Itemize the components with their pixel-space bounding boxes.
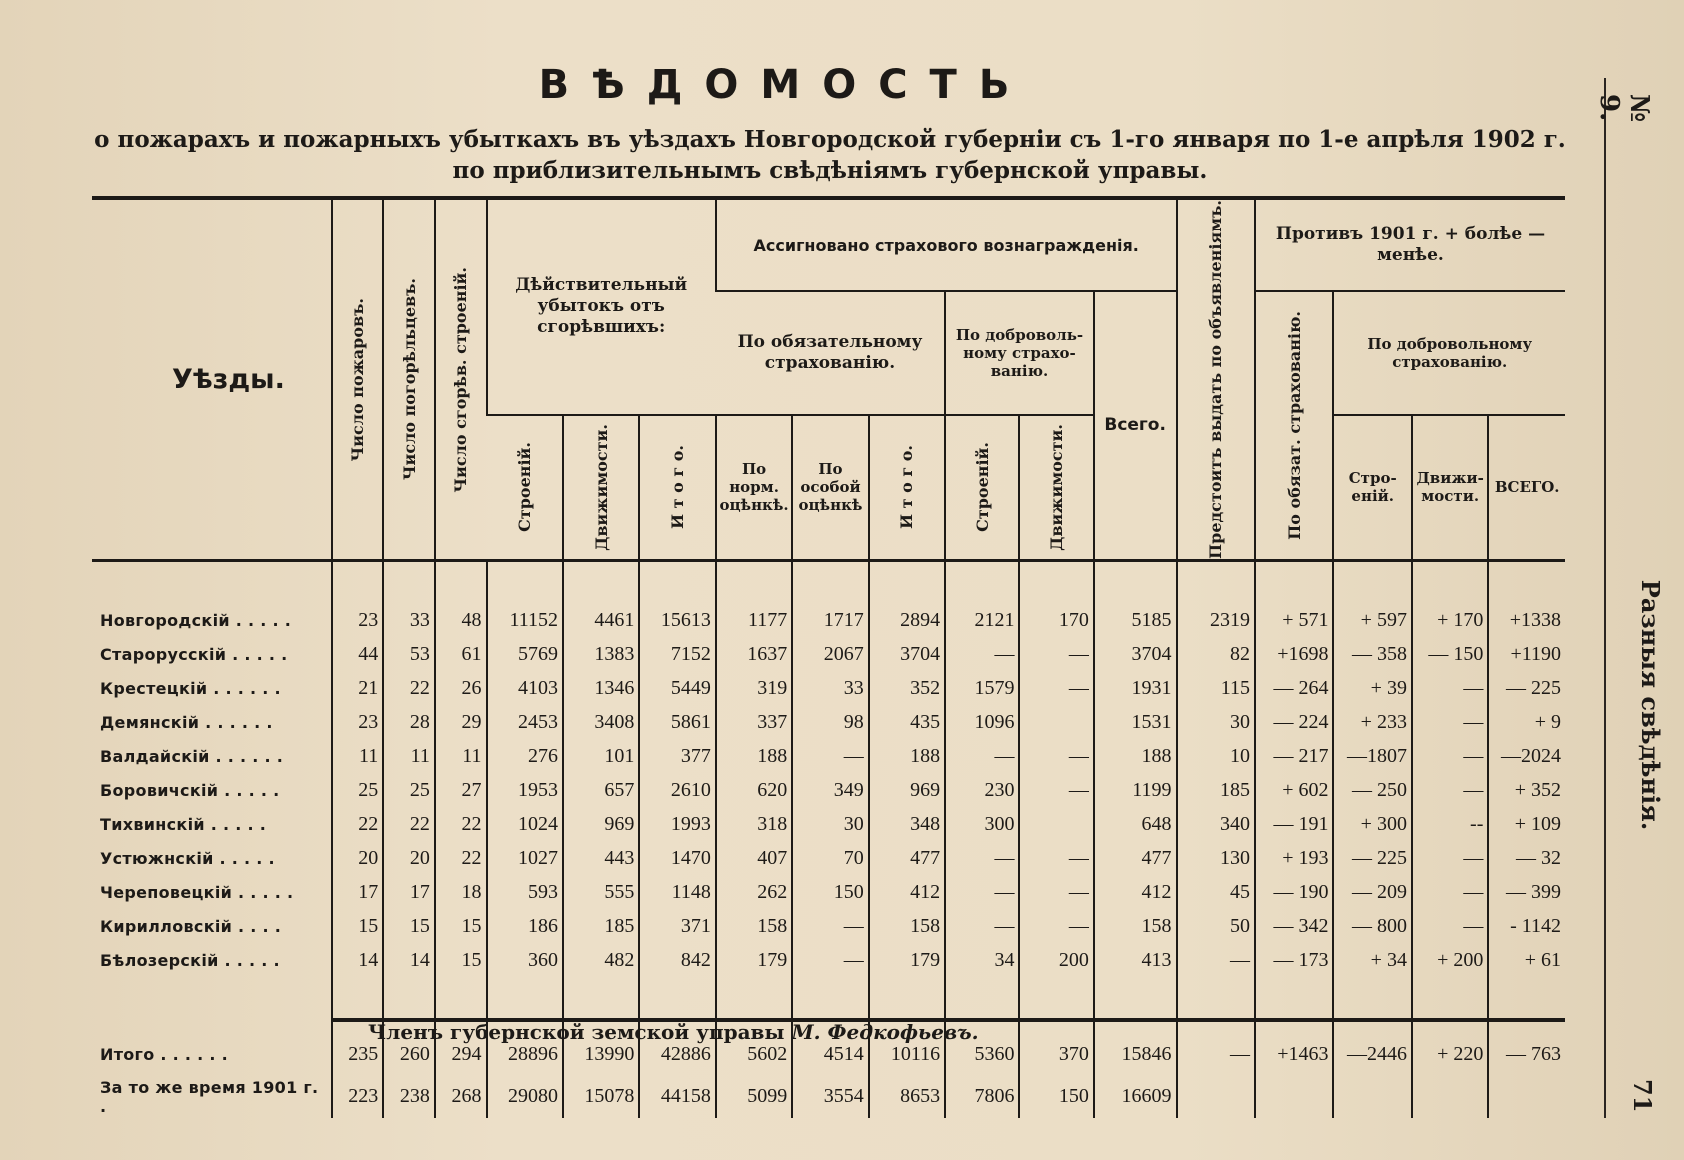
table-cell: --: [1412, 808, 1488, 842]
table-cell: 50: [1177, 910, 1255, 944]
table-cell: 1470: [639, 842, 715, 876]
table-cell: 348: [869, 808, 945, 842]
table-cell: —: [1019, 876, 1093, 910]
table-cell: 477: [1094, 842, 1177, 876]
table-cell: 1027: [487, 842, 563, 876]
page-number: 71: [1628, 1079, 1657, 1113]
table-cell: + 193: [1255, 842, 1333, 876]
table-cell: 14: [383, 944, 435, 978]
table-cell: 13990: [563, 1034, 639, 1076]
table-cell: 27: [435, 774, 487, 808]
table-cell: 223: [332, 1076, 384, 1118]
table-row: [92, 638, 1565, 672]
table-cell: 98: [792, 706, 868, 740]
table-cell: 1717: [792, 604, 868, 638]
table-cell: 5602: [716, 1034, 792, 1076]
table-row: [92, 706, 1565, 740]
table-cell: 1383: [563, 638, 639, 672]
table-cell: —1807: [1333, 740, 1411, 774]
table-cell: 7152: [639, 638, 715, 672]
table-cell: 648: [1094, 808, 1177, 842]
table-cell: 15: [383, 910, 435, 944]
district-name: Новгородскій . . . . .: [100, 611, 292, 631]
district-name: Старорусскій . . . . .: [100, 645, 288, 665]
table-cell: 969: [869, 774, 945, 808]
table-cell: 15: [332, 910, 384, 944]
table-cell: — 190: [1255, 876, 1333, 910]
table-cell: 260: [383, 1034, 435, 1076]
table-cell: 44: [332, 638, 384, 672]
table-cell: 657: [563, 774, 639, 808]
district-name: Боровичскій . . . . .: [100, 781, 280, 801]
table-cell: + 300: [1333, 808, 1411, 842]
table-cell: 268: [435, 1076, 487, 1118]
table-cell: 185: [563, 910, 639, 944]
header-pending: Предстоитъ выдать по объявленіямъ.: [1177, 198, 1255, 560]
district-name: Устюжнскій . . . . .: [100, 849, 275, 869]
header-spacer-row: [92, 560, 1565, 604]
table-cell: 53: [383, 638, 435, 672]
table-cell: —: [1412, 876, 1488, 910]
table-row: [92, 876, 1565, 910]
table-cell: —: [1412, 910, 1488, 944]
table-cell: 10: [1177, 740, 1255, 774]
table-cell: 1993: [639, 808, 715, 842]
header-total: И т о г о.: [639, 415, 715, 561]
table-cell: 130: [1177, 842, 1255, 876]
side-section-title: Разныя свѣдѣнія.: [1636, 579, 1665, 831]
table-cell: 1637: [716, 638, 792, 672]
table-cell: —: [945, 638, 1019, 672]
signature-name: М. Федкофьевъ.: [791, 1020, 979, 1044]
table-cell: —: [1412, 740, 1488, 774]
table-cell: 1096: [945, 706, 1019, 740]
header-total-2: И т о г о.: [869, 415, 945, 561]
table-cell: 21: [332, 672, 384, 706]
table-cell: —: [1019, 638, 1093, 672]
table-cell: [1019, 808, 1093, 842]
header-buildings: Строеній.: [514, 442, 534, 533]
table-cell: 1148: [639, 876, 715, 910]
table-cell: 262: [716, 876, 792, 910]
table-cell: 11: [383, 740, 435, 774]
table-cell: +1463: [1255, 1034, 1333, 1076]
table-cell: 18: [435, 876, 487, 910]
header-special: По особой оцѣнкѣ: [792, 415, 868, 561]
table-cell: —: [792, 740, 868, 774]
header-voluntary: По доброволь- ному страхо- ванію.: [945, 291, 1094, 415]
table-cell: — 800: [1333, 910, 1411, 944]
table-cell: 5449: [639, 672, 715, 706]
table-cell: 115: [1177, 672, 1255, 706]
table-cell: 28: [383, 706, 435, 740]
table-cell: 22: [435, 808, 487, 842]
table-cell: 276: [487, 740, 563, 774]
table-cell: 48: [435, 604, 487, 638]
header-movables: Движимости.: [563, 415, 639, 561]
table-cell: [1255, 1076, 1333, 1118]
table-cell: — 264: [1255, 672, 1333, 706]
table-cell: 1199: [1094, 774, 1177, 808]
table-cell: 14: [332, 944, 384, 978]
table-cell: 5360: [945, 1034, 1019, 1076]
table-cell: 22: [435, 842, 487, 876]
table-cell: 150: [792, 876, 868, 910]
table-row: [92, 740, 1565, 774]
table-cell: 158: [1094, 910, 1177, 944]
table-cell: — 173: [1255, 944, 1333, 978]
table-cell: 349: [792, 774, 868, 808]
table-cell: 22: [332, 808, 384, 842]
table-cell: 185: [1177, 774, 1255, 808]
header-mandatory: По обязательному страхованію.: [716, 291, 945, 415]
header-victims: Число погорѣльцевъ.: [383, 198, 435, 560]
table-cell: 413: [1094, 944, 1177, 978]
table-cell: 10116: [869, 1034, 945, 1076]
table-cell: —: [792, 910, 868, 944]
table-cell: 22: [383, 672, 435, 706]
table-cell: —: [1177, 1034, 1255, 1076]
table-cell: 2067: [792, 638, 868, 672]
table-cell: 477: [869, 842, 945, 876]
table-cell: 26: [435, 672, 487, 706]
table-cell: [1412, 1076, 1488, 1118]
table-cell: 188: [716, 740, 792, 774]
table-cell: 179: [869, 944, 945, 978]
header-vs-movables: Движи- мости.: [1412, 415, 1488, 561]
table-cell: 593: [487, 876, 563, 910]
fire-losses-table: [92, 196, 1565, 1118]
table-cell: 3554: [792, 1076, 868, 1118]
table-cell: 150: [1019, 1076, 1093, 1118]
table-cell: 3704: [869, 638, 945, 672]
table-cell: 319: [716, 672, 792, 706]
table-cell: 3408: [563, 706, 639, 740]
table-cell: 15846: [1094, 1034, 1177, 1076]
table-cell: —: [1177, 944, 1255, 978]
table-cell: —: [1019, 774, 1093, 808]
district-name: За то же время 1901 г. .: [100, 1077, 319, 1116]
table-cell: — 191: [1255, 808, 1333, 842]
table-cell: 235: [332, 1034, 384, 1076]
table-row: [92, 910, 1565, 944]
table-cell: 4514: [792, 1034, 868, 1076]
table-cell: 5185: [1094, 604, 1177, 638]
table-cell: 25: [383, 774, 435, 808]
table-cell: 2610: [639, 774, 715, 808]
table-cell: 20: [383, 842, 435, 876]
table-cell: — 250: [1333, 774, 1411, 808]
table-cell: 29: [435, 706, 487, 740]
district-name: Валдайскій . . . . . .: [100, 747, 284, 767]
table-cell: + 233: [1333, 706, 1411, 740]
signature-text: Членъ губернской земской управы: [368, 1020, 785, 1044]
table-cell: 412: [1094, 876, 1177, 910]
page-subtitle: [90, 124, 1570, 186]
table-cell: +1698: [1255, 638, 1333, 672]
table-cell: — 32: [1488, 842, 1565, 876]
table-cell: + 352: [1488, 774, 1565, 808]
table-cell: — 209: [1333, 876, 1411, 910]
table-cell: 443: [563, 842, 639, 876]
table-cell: — 225: [1488, 672, 1565, 706]
subtitle-line-2: по приблизительнымъ свѣдѣніямъ губернской управы.: [452, 157, 1208, 184]
table-cell: —: [945, 876, 1019, 910]
header-uezdy: Уѣзды.: [172, 363, 285, 395]
table-cell: 1579: [945, 672, 1019, 706]
district-name: Крестецкій . . . . . .: [100, 679, 281, 699]
header-vol-movables: Движимости.: [1019, 415, 1093, 561]
table-cell: 842: [639, 944, 715, 978]
table-cell: 101: [563, 740, 639, 774]
district-name: Демянскій . . . . . .: [100, 713, 273, 733]
table-cell: 1953: [487, 774, 563, 808]
table-cell: 370: [1019, 1034, 1093, 1076]
side-divider: [1604, 78, 1606, 1118]
header-vs-total: ВСЕГО.: [1488, 415, 1565, 561]
table-cell: +1190: [1488, 638, 1565, 672]
table-cell: 2894: [869, 604, 945, 638]
table-cell: + 9: [1488, 706, 1565, 740]
table-cell: 230: [945, 774, 1019, 808]
table-cell: —: [1019, 842, 1093, 876]
table-cell: —: [1412, 842, 1488, 876]
table-cell: 2121: [945, 604, 1019, 638]
table-row: [92, 774, 1565, 808]
table-cell: —: [1412, 706, 1488, 740]
table-cell: 15613: [639, 604, 715, 638]
table-cell: 28896: [487, 1034, 563, 1076]
table-cell: 11152: [487, 604, 563, 638]
table-cell: —: [1019, 910, 1093, 944]
header-fires: Число пожаровъ.: [332, 198, 384, 560]
table-cell: —2446: [1333, 1034, 1411, 1076]
table-cell: — 150: [1412, 638, 1488, 672]
table-cell: [1177, 1076, 1255, 1118]
table-cell: 435: [869, 706, 945, 740]
table-cell: 300: [945, 808, 1019, 842]
table-cell: 179: [716, 944, 792, 978]
table-cell: + 200: [1412, 944, 1488, 978]
table-cell: 4461: [563, 604, 639, 638]
table-cell: 2319: [1177, 604, 1255, 638]
table-cell: 30: [1177, 706, 1255, 740]
table-cell: +1338: [1488, 604, 1565, 638]
table-row: [92, 808, 1565, 842]
table-cell: 360: [487, 944, 563, 978]
subtitle-line-1: о пожарахъ и пожарныхъ убыткахъ въ уѣздахъ Новгородской губерніи съ 1-го января по 1-е апрѣля 1902 г.: [94, 126, 1566, 153]
table-cell: 33: [792, 672, 868, 706]
table-cell: 294: [435, 1034, 487, 1076]
table-cell: — 763: [1488, 1034, 1565, 1076]
district-name: Итого . . . . . .: [100, 1045, 228, 1065]
district-name: Череповецкій . . . . .: [100, 883, 294, 903]
table-cell: 44158: [639, 1076, 715, 1118]
header-assigned: Ассигновано страхового вознагражденія.: [716, 198, 1177, 291]
table-cell: 188: [1094, 740, 1177, 774]
table-cell: 82: [1177, 638, 1255, 672]
table-cell: 17: [332, 876, 384, 910]
table-cell: + 602: [1255, 774, 1333, 808]
table-cell: —: [1412, 672, 1488, 706]
table-cell: 45: [1177, 876, 1255, 910]
header-norm: По норм. оцѣнкѣ.: [716, 415, 792, 561]
table-cell: 30: [792, 808, 868, 842]
table-cell: 42886: [639, 1034, 715, 1076]
table-cell: 352: [869, 672, 945, 706]
table-cell: 34: [945, 944, 1019, 978]
table-cell: —2024: [1488, 740, 1565, 774]
table-cell: 340: [1177, 808, 1255, 842]
table-cell: 17: [383, 876, 435, 910]
table-cell: 969: [563, 808, 639, 842]
table-cell: 22: [383, 808, 435, 842]
district-name: Бѣлозерскій . . . . .: [100, 951, 280, 971]
table-cell: —: [1019, 672, 1093, 706]
table-cell: 1346: [563, 672, 639, 706]
district-name: Кирилловскій . . . .: [100, 917, 282, 937]
table-cell: 15078: [563, 1076, 639, 1118]
table-cell: 2453: [487, 706, 563, 740]
table-cell: 1024: [487, 808, 563, 842]
table-cell: 377: [639, 740, 715, 774]
table-cell: 33: [383, 604, 435, 638]
table-cell: 555: [563, 876, 639, 910]
table-cell: — 224: [1255, 706, 1333, 740]
header-actual-loss: Дѣйствительный убытокъ отъ сгорѣвшихъ:: [487, 198, 716, 415]
table-cell: 318: [716, 808, 792, 842]
header-vs-buildings: Стро- еній.: [1333, 415, 1411, 561]
table-cell: [1488, 1076, 1565, 1118]
table-cell: 29080: [487, 1076, 563, 1118]
table-cell: — 399: [1488, 876, 1565, 910]
table-cell: 1931: [1094, 672, 1177, 706]
table-cell: 1177: [716, 604, 792, 638]
table-cell: — 217: [1255, 740, 1333, 774]
table-cell: 11: [332, 740, 384, 774]
table-cell: 25: [332, 774, 384, 808]
table-cell: 11: [435, 740, 487, 774]
table-cell: 3704: [1094, 638, 1177, 672]
table-cell: —: [1019, 740, 1093, 774]
table-cell: 5769: [487, 638, 563, 672]
page-title: ВѢДОМОСТЬ: [538, 62, 1032, 108]
table-cell: —: [1412, 774, 1488, 808]
table-cell: — 358: [1333, 638, 1411, 672]
table-cell: 7806: [945, 1076, 1019, 1118]
table-cell: 407: [716, 842, 792, 876]
table-cell: + 597: [1333, 604, 1411, 638]
table-cell: —: [945, 842, 1019, 876]
table-cell: 70: [792, 842, 868, 876]
table-cell: 238: [383, 1076, 435, 1118]
table-cell: 620: [716, 774, 792, 808]
table-cell: 170: [1019, 604, 1093, 638]
table-cell: 15: [435, 910, 487, 944]
table-cell: [1333, 1076, 1411, 1118]
table-cell: - 1142: [1488, 910, 1565, 944]
table-cell: 5861: [639, 706, 715, 740]
district-name: Тихвинскій . . . . .: [100, 815, 267, 835]
table-cell: 8653: [869, 1076, 945, 1118]
table-cell: 15: [435, 944, 487, 978]
table-cell: 482: [563, 944, 639, 978]
table-cell: — 342: [1255, 910, 1333, 944]
header-vs-mandatory: По обязат. страхованію.: [1255, 291, 1333, 560]
table-cell: + 34: [1333, 944, 1411, 978]
header-burned: Число сгорѣв. строеній.: [435, 198, 487, 560]
table-cell: + 170: [1412, 604, 1488, 638]
header-vs-voluntary: По добровольному страхованію.: [1333, 291, 1565, 415]
table-cell: 158: [716, 910, 792, 944]
table-cell: [1019, 706, 1093, 740]
side-issue-number: № 9.: [1594, 94, 1654, 123]
table-cell: 158: [869, 910, 945, 944]
table-cell: 16609: [1094, 1076, 1177, 1118]
table-cell: + 220: [1412, 1034, 1488, 1076]
table-cell: 23: [332, 706, 384, 740]
header-vol-buildings: Строеній.: [945, 415, 1019, 561]
table-cell: —: [945, 740, 1019, 774]
signature-line: [368, 1020, 979, 1044]
table-cell: 1531: [1094, 706, 1177, 740]
header-vs-1901: Противъ 1901 г. + болѣе — менѣе.: [1255, 198, 1565, 291]
table-row: [92, 604, 1565, 638]
totals-row: [92, 1076, 1565, 1118]
table-row: [92, 672, 1565, 706]
table-cell: + 61: [1488, 944, 1565, 978]
table-cell: 5099: [716, 1076, 792, 1118]
table-cell: 186: [487, 910, 563, 944]
table-cell: 188: [869, 740, 945, 774]
gap-row: [92, 978, 1565, 1020]
table-cell: 337: [716, 706, 792, 740]
table-cell: — 225: [1333, 842, 1411, 876]
table-cell: + 571: [1255, 604, 1333, 638]
table-row: [92, 842, 1565, 876]
table-row: [92, 944, 1565, 978]
table-cell: + 109: [1488, 808, 1565, 842]
table-cell: —: [792, 944, 868, 978]
table-cell: —: [945, 910, 1019, 944]
table-cell: 4103: [487, 672, 563, 706]
table-cell: 20: [332, 842, 384, 876]
table-cell: 61: [435, 638, 487, 672]
header-vsego: Всего.: [1094, 291, 1177, 560]
table-cell: + 39: [1333, 672, 1411, 706]
table-cell: 371: [639, 910, 715, 944]
table-cell: 200: [1019, 944, 1093, 978]
table-cell: 412: [869, 876, 945, 910]
table-cell: 23: [332, 604, 384, 638]
